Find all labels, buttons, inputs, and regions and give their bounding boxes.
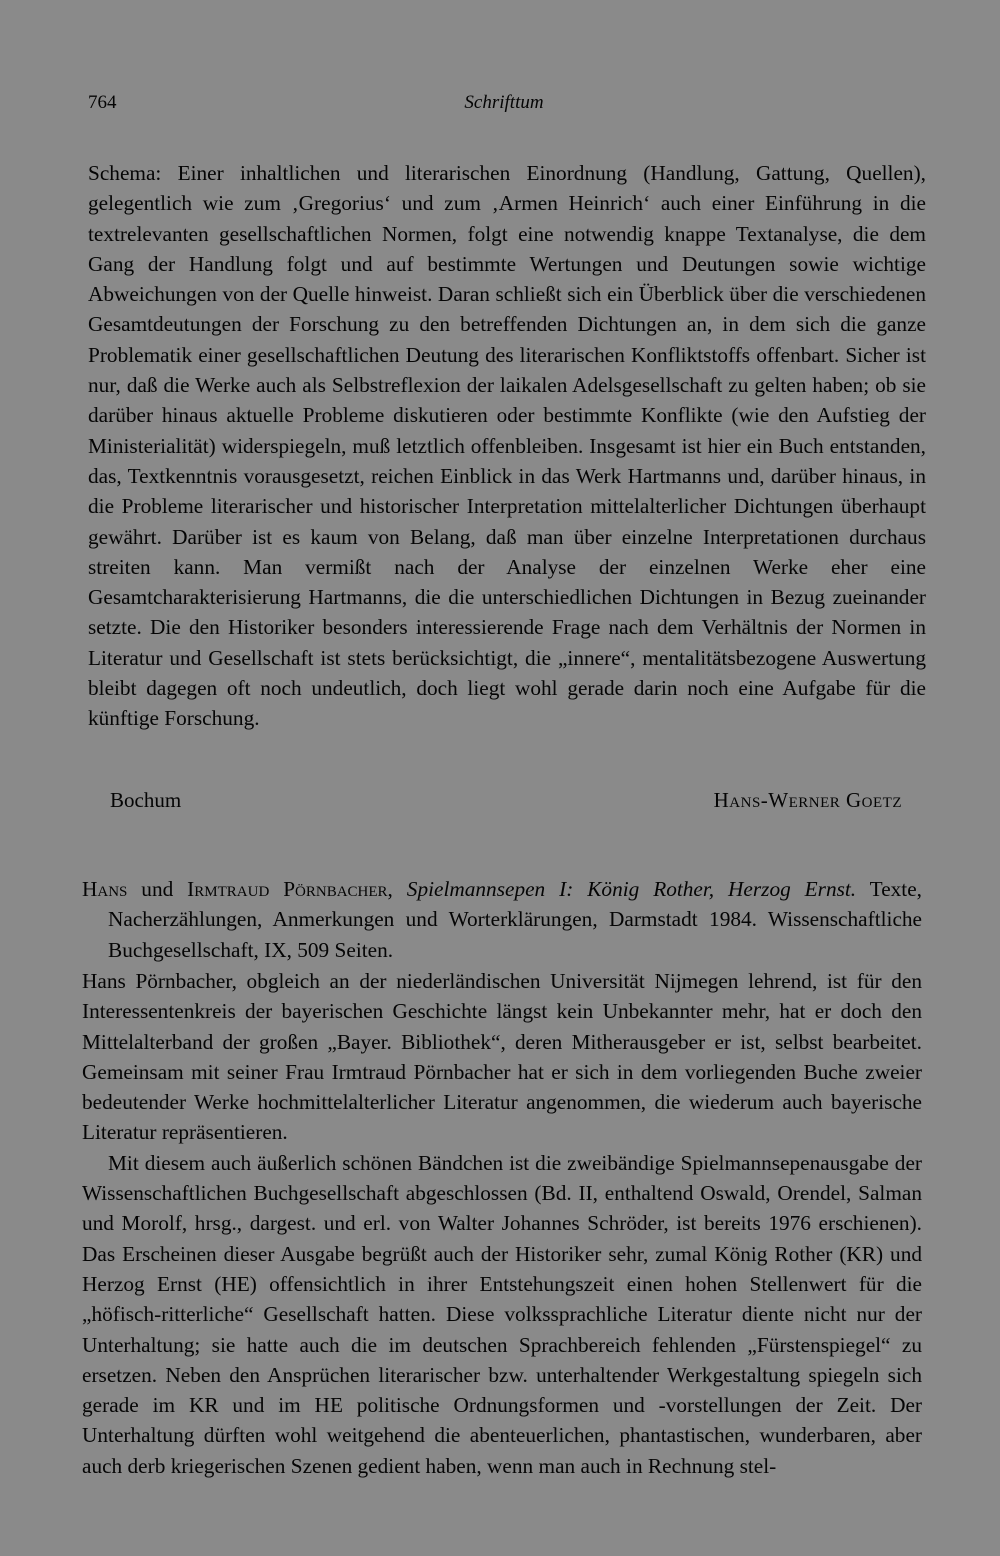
citation-title: Spielmannsepen I: König Rother, Herzog Ernst. [406, 877, 857, 901]
citation-conjunction: und [127, 877, 188, 901]
reviewer-name: Hans-Werner Goetz [713, 788, 902, 812]
running-head: Schrifttum [464, 92, 544, 113]
page-number: 764 [88, 92, 117, 113]
page-header [88, 92, 920, 122]
review-2-paragraph-2: Mit diesem auch äußerlich schönen Bändchen ist die zweibändige Spielmannsepenausgabe der Wissenschaftlichen Buchgesellschaft abgeschlossen (Bd. II, enthaltend Oswald, Orendel, Salman und Morolf, hrsg., dargest. und erl. von Walter Johannes Schröder, ist bereits 1976 erschienen). Das Erscheinen dieser Ausgabe begrüßt auch der Historiker sehr, zumal König Rother (KR) und Herzog Ernst (HE) offensichtlich in ihrer Entstehungszeit einen hohen Stellenwert für die „höfisch-ritterliche“ Gesellschaft hatten. Diese volkssprachliche Literatur diente nicht nur der Unterhaltung; sie hatte auch die im deutschen Sprachbereich fehlenden „Fürstenspiegel“ zu ersetzen. Neben den Ansprüchen literarischer bzw. unterhaltender Werkgestaltung spiegeln sich gerade im KR und im HE politische Ordnungsformen und -vorstellungen der Zeit. Der Unterhaltung dürften wohl weitgehend die abenteuerlichen, phantastischen, wunderbaren, aber auch derb kriegerischen Szenen gedient haben, wenn man auch in Rechnung stel- [82, 1150, 922, 1478]
citation-separator: , [387, 877, 407, 901]
review-2-paragraph-1: Hans Pörnbacher, obgleich an der niederländischen Universität Nijmegen lehrend, ist für den Interessentenkreis der bayerischen Geschichte längst kein Unbekannter mehr, hat er doch den Mittelalterband der großen „Bayer. Bibliothek“, deren Mitherausgeber er ist, selbst bearbeitet. Gemeinsam mit seiner Frau Irmtraud Pörnbacher hat er sich in dem vorliegenden Buche zweier bedeutender Werke hochmittelalterlicher Literatur angenommen, die wiederum auch bayerische Literatur repräsentieren. [82, 969, 922, 1145]
citation-author-2: Irmtraud Pörnbacher [187, 877, 388, 901]
citation-details: Texte, Nacherzählungen, Anmerkungen und Worterklärungen, Darmstadt 1984. Wissenschaftliche Buchgesellschaft, IX, 509 Seiten. [108, 877, 922, 962]
review-2-citation [82, 874, 922, 965]
citation-author-1: Hans [82, 877, 128, 901]
reviewer-place: Bochum [110, 788, 182, 812]
review-1-body: Schema: Einer inhaltlichen und literarischen Einordnung (Handlung, Gattung, Quellen), gelegentlich wie zum ‚Gregorius‘ und zum ‚Armen Heinrich‘ auch einer Einführung in die textrelevanten gesellschaftlichen Normen, folgt eine notwendig knappe Textanalyse, die dem Gang der Handlung folgt und auf bestimmte Wertungen und Deutungen sowie wichtige Abweichungen von der Quelle hinweist. Daran schließt sich ein Überblick über die verschiedenen Gesamtdeutungen der Forschung zu den betreffenden Dichtungen an, in dem sich die ganze Problematik einer gesellschaftlichen Deutung des literarischen Konfliktstoffs offenbart. Sicher ist nur, daß die Werke auch als Selbstreflexion der laikalen Adelsgesellschaft zu gelten haben; ob sie darüber hinaus aktuelle Probleme diskutieren oder bestimmte Konflikte (wie den Aufstieg der Ministerialität) widerspiegeln, muß letztlich offenbleiben. Insgesamt ist hier ein Buch entstanden, das, Textkenntnis vorausgesetzt, reichen Einblick in das Werk Hartmanns und, darüber hinaus, in die Probleme literarischer und historischer Interpretation mittelalterlicher Dichtungen überhaupt gewährt. Darüber ist es kaum von Belang, daß man über einzelne Interpretationen durchaus streiten kann. Man vermißt nach der Analyse der einzelnen Werke eher eine Gesamtcharakterisierung Hartmanns, die die unterschiedlichen Dichtungen in Bezug zueinander setzte. Die den Historiker besonders interessierende Frage nach dem Verhältnis der Normen in Literatur und Gesellschaft ist stets berücksichtigt, die „innere“, mentalitätsbezogene Auswertung bleibt dagegen oft noch undeutlich, doch liegt wohl gerade darin noch eine Aufgabe für die künftige Forschung. [88, 161, 926, 731]
review-2-body [82, 966, 922, 1481]
